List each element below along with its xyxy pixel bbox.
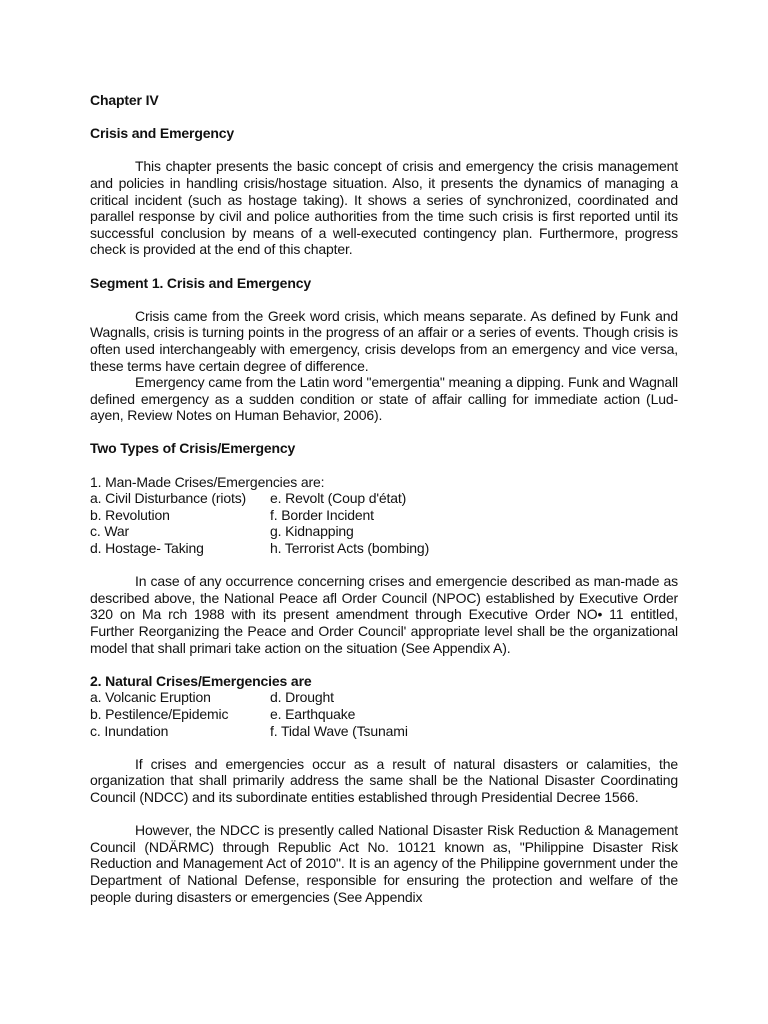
segment1-heading: Segment 1. Crisis and Emergency (90, 274, 311, 291)
natural-list-title: 2. Natural Crises/Emergencies are (90, 672, 312, 689)
manmade-list (90, 490, 678, 556)
list-item: f. Border Incident (270, 506, 374, 523)
list-item: c. Inundation (90, 722, 169, 739)
list-item: a. Volcanic Eruption (90, 689, 211, 706)
document-body (90, 92, 678, 905)
types-heading: Two Types of Crisis/Emergency (90, 440, 296, 457)
manmade-list-title: 1. Man-Made Crises/Emergencies are: (90, 473, 325, 490)
list-item: d. Hostage- Taking (90, 540, 204, 557)
natural-list (90, 689, 678, 739)
crisis-definition-paragraph: Crisis came from the Greek word crisis, which means separate. As defined by Funk and Wagnalls, crisis is turning points in the progress of an affair or a series of events. Though crisis is often used interchangeably with emergency, crisis develops from an emergency and vice versa, these terms have certain degree of difference. (90, 307, 678, 374)
list-item: g. Kidnapping (270, 523, 354, 540)
list-item: d. Drought (270, 689, 334, 706)
list-item: e. Revolt (Coup d'état) (270, 490, 407, 507)
chapter-label: Chapter IV (90, 92, 159, 108)
emergency-definition-paragraph: Emergency came from the Latin word "emergentia" meaning a dipping. Funk and Wagnall defined emergency as a sudden condition or state of affair calling for immediate action (Lud-ayen, Review Notes on Human Behavior, 2006). (90, 374, 678, 424)
intro-paragraph: This chapter presents the basic concept of crisis and emergency the crisis management and policies in handling crisis/hostage situation. Also, it presents the dynamics of managing a critical incident (such as hostage taking). It shows a series of synchronized, coordinated and parallel response by civil and police authorities from the time such crisis is first reported until its successful conclusion by means of a well-executed contingency plan. Furthermore, progress check is provided at the end of this chapter. (90, 158, 678, 258)
ndcc-paragraph: If crises and emergencies occur as a result of natural disasters or calamities, the organization that shall primarily address the same shall be the National Disaster Coordinating Council (NDCC) and its subordinate entities established through Presidential Decree 1566. (90, 755, 678, 805)
list-item: b. Revolution (90, 506, 170, 523)
npoc-paragraph: In case of any occurrence concerning crises and emergencie described as man-made as described above, the National Peace afl Order Council (NPOC) established by Executive Order 320 on Ma rch 1988 with its present amendment through Executive Order NO• 11 entitled, Further Reorganizing the Peace and Order Council' appropriate level shall be the organizational model that shall primari take action on the situation (See Appendix A). (90, 573, 678, 656)
list-item: e. Earthquake (270, 705, 356, 722)
chapter-title: Crisis and Emergency (90, 125, 235, 142)
list-item: h. Terrorist Acts (bombing) (270, 540, 430, 557)
list-item: c. War (90, 523, 130, 540)
list-item: f. Tidal Wave (Tsunami (270, 722, 408, 739)
list-item: b. Pestilence/Epidemic (90, 705, 229, 722)
list-item: a. Civil Disturbance (riots) (90, 490, 247, 507)
ndrrmc-paragraph: However, the NDCC is presently called National Disaster Risk Reduction & Management Council (NDÄRMC) through Republic Act No. 10121 known as, "Philippine Disaster Risk Reduction and Management Act of 2010". It is an agency of the Philippine government under the Department of National Defense, responsible for ensuring the protection and welfare of the people during disasters or emergencies (See Appendix (90, 822, 678, 905)
